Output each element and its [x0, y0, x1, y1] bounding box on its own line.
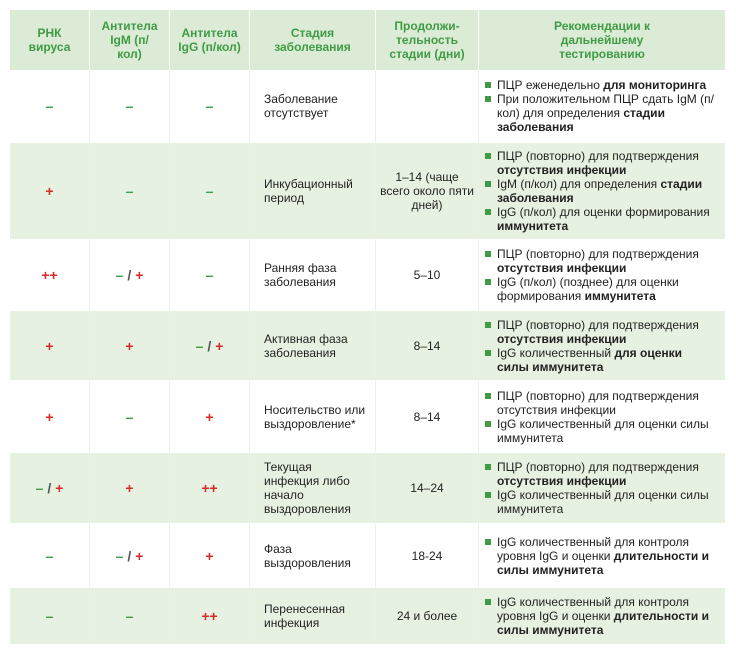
recommendation-text: IgG количественный для оценки силы иммунитета [497, 488, 709, 516]
table-row [10, 311, 725, 381]
cell-recommendations [479, 143, 725, 240]
recommendation-item [485, 346, 717, 374]
igg-value: ++ [201, 480, 218, 496]
recommendation-item [485, 78, 717, 92]
recommendation-item [485, 389, 717, 417]
recommendation-emphasis: для оценки силы иммунитета [497, 345, 683, 374]
igm-value: – / + [115, 267, 144, 283]
cell-duration: 1–14 (чаще всего около пяти дней) [376, 143, 479, 240]
cell-recommendations [479, 70, 725, 143]
testing-table [10, 10, 725, 645]
cell-igm [90, 70, 170, 143]
square-bullet-icon [485, 464, 491, 470]
cell-igg [170, 524, 250, 588]
square-bullet-icon [485, 82, 491, 88]
igm-value: + [125, 337, 134, 354]
cell-duration: 8–14 [376, 381, 479, 453]
cell-stage: Текущая инфекция либо начало выздоровления [250, 453, 376, 524]
recommendation-text: IgG количественный для контроля уровня IgG и оценки [497, 534, 690, 563]
recommendation-emphasis: отсутствия инфекции [497, 474, 627, 488]
cell-duration: 24 и более [376, 588, 479, 645]
igm-value: + [125, 480, 134, 496]
cell-igg [170, 588, 250, 645]
cell-stage: Ранняя фаза заболевания [250, 240, 376, 311]
recommendation-text: ПЦР еженедельно [497, 78, 604, 92]
igm-value: – [125, 98, 134, 114]
cell-rna [10, 311, 90, 381]
igg-value: – / + [195, 337, 224, 354]
header-recommendations: Рекомендации к дальнейшему тестированию [479, 10, 725, 70]
recommendation-list [485, 78, 717, 134]
recommendation-item [485, 488, 717, 516]
recommendation-text: IgM (п/кол) для определения [497, 177, 661, 191]
cell-rna [10, 381, 90, 453]
rna-value: – [45, 547, 54, 564]
square-bullet-icon [485, 350, 491, 356]
recommendation-emphasis: отсутствия инфекции [497, 163, 627, 177]
igg-value: – [205, 183, 214, 199]
cell-igg [170, 453, 250, 524]
header-igm: Антитела IgM (п/кол) [90, 10, 170, 70]
recommendation-item [485, 535, 717, 577]
cell-stage: Перенесенная инфекция [250, 588, 376, 645]
cell-igm [90, 143, 170, 240]
square-bullet-icon [485, 393, 491, 399]
cell-recommendations [479, 453, 725, 524]
cell-igg [170, 70, 250, 143]
square-bullet-icon [485, 96, 491, 102]
rna-value: + [45, 183, 54, 199]
cell-recommendations [479, 588, 725, 645]
cell-recommendations [479, 524, 725, 588]
cell-rna [10, 453, 90, 524]
recommendation-text: ПЦР (повторно) для подтверждения [497, 460, 699, 474]
cell-duration: 5–10 [376, 240, 479, 311]
recommendation-item [485, 247, 717, 275]
recommendation-text: ПЦР (повторно) для подтверждения [497, 149, 699, 163]
table-row [10, 240, 725, 311]
recommendation-item [485, 92, 717, 134]
square-bullet-icon [485, 279, 491, 285]
rna-value: – / + [35, 480, 64, 496]
table-row [10, 524, 725, 588]
recommendation-list [485, 389, 717, 445]
cell-rna [10, 240, 90, 311]
recommendation-item [485, 417, 717, 445]
rna-value: – [45, 98, 54, 114]
table-row [10, 453, 725, 524]
recommendation-item [485, 177, 717, 205]
igm-value: – [125, 608, 134, 624]
recommendation-emphasis: отсутствия инфекции [497, 331, 627, 346]
square-bullet-icon [485, 322, 491, 328]
cell-igg [170, 311, 250, 381]
square-bullet-icon [485, 251, 491, 257]
recommendation-text: IgG (п/кол) для оценки формирования [497, 205, 710, 219]
square-bullet-icon [485, 209, 491, 215]
square-bullet-icon [485, 181, 491, 187]
cell-stage: Носительство или выздоровление* [250, 381, 376, 453]
recommendation-emphasis: отсутствия инфекции [497, 261, 627, 275]
recommendation-emphasis: длительности и силы иммунитета [497, 548, 709, 577]
recommendation-item [485, 275, 717, 303]
recommendation-text: ПЦР (повторно) для подтверждения [497, 247, 699, 261]
recommendation-item [485, 149, 717, 177]
cell-igg [170, 143, 250, 240]
square-bullet-icon [485, 153, 491, 159]
cell-igm [90, 524, 170, 588]
recommendation-item [485, 205, 717, 233]
cell-duration [376, 70, 479, 143]
igm-value: – [125, 183, 134, 199]
igg-value: – [205, 98, 214, 114]
table-body [10, 70, 725, 645]
rna-value: ++ [41, 267, 58, 283]
square-bullet-icon [485, 539, 491, 545]
recommendation-item [485, 460, 717, 488]
recommendation-emphasis: иммунитета [497, 219, 569, 233]
recommendation-item [485, 595, 717, 637]
table-row [10, 143, 725, 240]
table-row [10, 588, 725, 645]
header-stage: Стадия заболевания [250, 10, 376, 70]
recommendation-text: IgG количественный для оценки силы иммунитета [497, 416, 709, 445]
recommendation-emphasis: стадии заболевания [497, 106, 665, 134]
recommendation-emphasis: иммунитета [584, 289, 656, 303]
igg-value: – [205, 267, 214, 283]
recommendation-text: IgG количественный для контроля уровня IgG и оценки [497, 595, 690, 623]
table-row [10, 381, 725, 453]
recommendation-emphasis: для мониторинга [603, 78, 707, 92]
square-bullet-icon [485, 599, 491, 605]
cell-stage: Инкубационный период [250, 143, 376, 240]
header-row [10, 10, 725, 70]
cell-igm [90, 381, 170, 453]
cell-igm [90, 311, 170, 381]
igg-value: + [205, 408, 214, 425]
square-bullet-icon [485, 492, 491, 498]
cell-rna [10, 70, 90, 143]
rna-value: + [45, 337, 54, 354]
cell-igg [170, 240, 250, 311]
recommendation-list [485, 318, 717, 374]
cell-recommendations [479, 311, 725, 381]
recommendation-list [485, 149, 717, 233]
cell-stage: Заболевание отсутствует [250, 70, 376, 143]
igm-value: – / + [115, 547, 144, 564]
cell-igm [90, 588, 170, 645]
cell-rna [10, 524, 90, 588]
cell-duration: 8–14 [376, 311, 479, 381]
rna-value: + [45, 408, 54, 425]
header-igg: Антитела IgG (п/кол) [170, 10, 250, 70]
cell-duration: 14–24 [376, 453, 479, 524]
cell-duration: 18-24 [376, 524, 479, 588]
igm-value: – [125, 408, 134, 425]
recommendation-list [485, 535, 717, 577]
cell-igg [170, 381, 250, 453]
recommendation-list [485, 247, 717, 303]
cell-recommendations [479, 240, 725, 311]
cell-igm [90, 453, 170, 524]
recommendation-text: IgG (п/кол) (позднее) для оценки формирования [497, 275, 679, 303]
recommendation-emphasis: стадии заболевания [497, 177, 703, 205]
recommendation-list [485, 595, 717, 637]
recommendation-item [485, 318, 717, 346]
cell-rna [10, 588, 90, 645]
table-row [10, 70, 725, 143]
recommendation-text: При положительном ПЦР сдать IgM (п/кол) для определения [497, 92, 714, 120]
recommendation-emphasis: длительности и силы иммунитета [497, 609, 709, 637]
igg-value: ++ [201, 608, 218, 624]
igg-value: + [205, 547, 214, 564]
header-duration: Продолжи-тельность стадии (дни) [376, 10, 479, 70]
cell-stage: Активная фаза заболевания [250, 311, 376, 381]
header-rna: РНК вируса [10, 10, 90, 70]
cell-recommendations [479, 381, 725, 453]
recommendation-list [485, 460, 717, 516]
cell-igm [90, 240, 170, 311]
cell-rna [10, 143, 90, 240]
rna-value: – [45, 608, 54, 624]
recommendation-text: ПЦР (повторно) для подтверждения отсутствия инфекции [497, 388, 699, 417]
cell-stage: Фаза выздоровления [250, 524, 376, 588]
recommendation-text: ПЦР (повторно) для подтверждения [497, 317, 699, 332]
recommendation-text: IgG количественный [497, 345, 615, 360]
square-bullet-icon [485, 421, 491, 427]
